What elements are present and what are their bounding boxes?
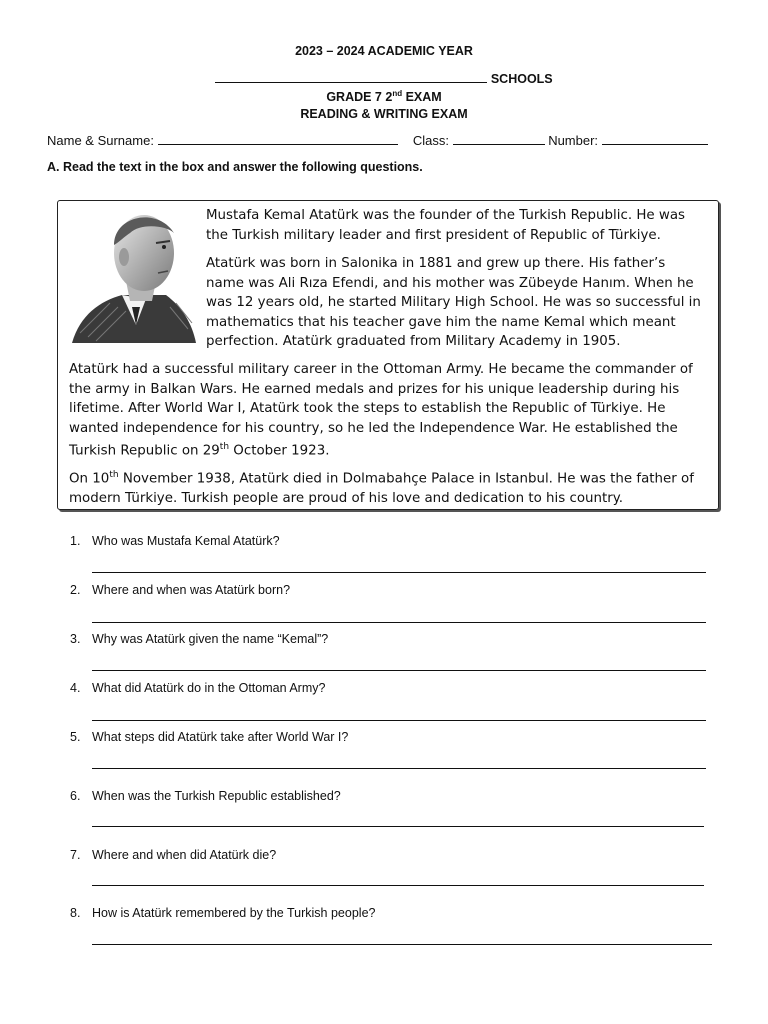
question-number: 2. — [70, 583, 81, 597]
passage-paragraph-1: Mustafa Kemal Atatürk was the founder of the Turkish Republic. He was the Turkish military leader and first president of Republic of Türkiye. — [206, 208, 686, 243]
passage-paragraph-3 — [69, 360, 709, 461]
grade-suffix: EXAM — [402, 90, 442, 105]
question-text: Where and when did Atatürk die? — [92, 848, 277, 862]
question-1 — [70, 534, 280, 548]
p4-sup: th — [109, 470, 119, 480]
question-number: 3. — [70, 632, 81, 646]
class-label: Class: — [412, 133, 449, 148]
school-name-blank[interactable] — [215, 72, 487, 83]
question-8 — [70, 906, 375, 920]
name-field[interactable] — [158, 134, 398, 145]
grade-sup: nd — [392, 89, 403, 98]
question-number: 6. — [70, 789, 81, 803]
grade-title — [0, 89, 768, 104]
p3-main: Atatürk had a successful military career in the Ottoman Army. He became the commander of the army in Balkan Wars. He earned medals and prizes for his unique leadership during his lifetime. After World War I, Atatürk took the steps to establish the Republic of Türkiye. He wanted independence for his country, so he led the Independence War. He established the Turkish Republic on 29 — [69, 362, 693, 459]
schools-line — [0, 72, 768, 86]
question-number: 1. — [70, 534, 81, 548]
question-number: 5. — [70, 730, 81, 744]
question-5 — [70, 730, 348, 744]
question-number: 8. — [70, 906, 81, 920]
question-6 — [70, 789, 341, 803]
academic-year: 2023 – 2024 ACADEMIC YEAR — [295, 44, 473, 58]
question-number: 4. — [70, 681, 81, 695]
student-info-row — [47, 133, 708, 148]
question-number: 7. — [70, 848, 81, 862]
question-text: Why was Atatürk given the name “Kemal”? — [92, 632, 329, 646]
question-text: How is Atatürk remembered by the Turkish people? — [92, 906, 376, 920]
answer-line-5[interactable] — [92, 768, 706, 769]
passage-paragraph-2: Atatürk was born in Salonika in 1881 and grew up there. His father’s name was Ali Rıza Efendi, and his mother was Zübeyde Hanım. When he was 12 years old, he started Military High School. He was so successful in mathematics that his teacher gave him the name Kemal which meant perfection. Atatürk graduated from Military Academy in 1905. — [206, 256, 701, 350]
section-a-instruction: A. Read the text in the box and answer the following questions. — [47, 160, 423, 174]
answer-line-4[interactable] — [92, 720, 706, 721]
p4-start: On 10 — [69, 471, 110, 487]
ataturk-portrait-image — [70, 203, 198, 353]
p4-rest: November 1938, Atatürk died in Dolmabahçe Palace in Istanbul. He was the father of modern Türkiye. Turkish people are proud of his love and dedication to his country. — [69, 471, 694, 507]
answer-line-3[interactable] — [92, 670, 706, 671]
question-text: What steps did Atatürk take after World War I? — [92, 730, 349, 744]
grade-prefix: GRADE 7 2 — [326, 90, 393, 105]
question-text: Who was Mustafa Kemal Atatürk? — [92, 534, 280, 548]
name-label: Name & Surname: — [47, 133, 154, 148]
question-text: What did Atatürk do in the Ottoman Army? — [92, 681, 326, 695]
p3-sup: th — [219, 442, 230, 453]
class-field[interactable] — [453, 134, 545, 145]
answer-line-7[interactable] — [92, 885, 704, 886]
exam-type: READING & WRITING EXAM — [300, 107, 468, 121]
answer-line-2[interactable] — [92, 622, 706, 623]
number-label: Number: — [548, 133, 599, 148]
question-text: When was the Turkish Republic established? — [92, 789, 341, 803]
schools-label: SCHOOLS — [490, 72, 553, 86]
answer-line-1[interactable] — [92, 572, 706, 573]
question-7 — [70, 848, 276, 862]
question-3 — [70, 632, 328, 646]
passage-paragraph-4 — [69, 466, 709, 509]
answer-line-6[interactable] — [92, 826, 704, 827]
p3-end: October 1923. — [229, 443, 330, 459]
number-field[interactable] — [602, 134, 708, 145]
question-2 — [70, 583, 290, 597]
question-text: Where and when was Atatürk born? — [92, 583, 291, 597]
question-4 — [70, 681, 325, 695]
answer-line-8[interactable] — [92, 944, 712, 945]
